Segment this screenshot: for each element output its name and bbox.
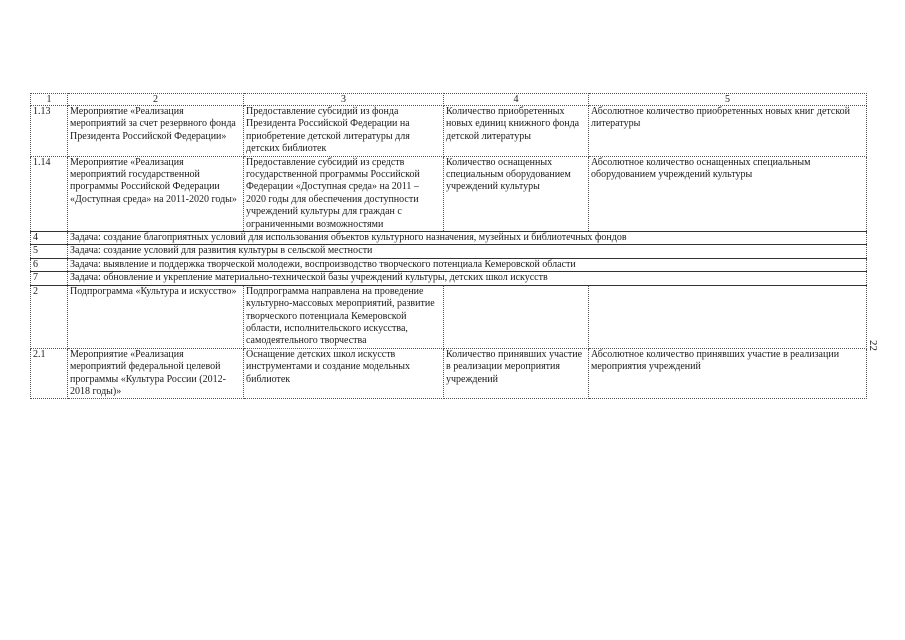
row-number: 6 [31,258,68,271]
indicator-name [444,285,589,348]
measure-description: Предоставление субсидий из фонда Президента Российской Федерации на приобретение детской литературы для детских библиотек [244,106,444,157]
task-text: Задача: обновление и укрепление материально-технической базы учреждений культуры, детских школ искусств [68,272,867,285]
row-number: 4 [31,232,68,245]
header-cell: 5 [589,94,867,106]
measure-name: Мероприятие «Реализация мероприятий за счет резервного фонда Президента Российской Федерации» [68,106,244,157]
header-cell: 2 [68,94,244,106]
indicator-name: Количество оснащенных специальным оборудованием учреждений культуры [444,156,589,231]
table-row [31,106,867,157]
task-row [31,245,867,258]
indicator-name: Количество принявших участие в реализации мероприятия учреждений [444,348,589,399]
row-number: 2.1 [31,348,68,399]
indicators-table [30,93,867,399]
task-text: Задача: создание условий для развития культуры в сельской местности [68,245,867,258]
header-cell: 3 [244,94,444,106]
measure-name: Мероприятие «Реализация мероприятий федеральной целевой программы «Культура России (2012-2018 годы)» [68,348,244,399]
header-row [31,94,867,106]
measure-description: Предоставление субсидий из средств государственной программы Российской Федерации «Доступная среда» на 2011 – 2020 годы для обеспечения доступности учреждений культуры для граждан с ограниченными возможностями [244,156,444,231]
header-cell: 1 [31,94,68,106]
indicator-method: Абсолютное количество оснащенных специальным оборудованием учреждений культуры [589,156,867,231]
table-row [31,156,867,231]
header-cell: 4 [444,94,589,106]
task-text: Задача: создание благоприятных условий для использования объектов культурного назначения, музейных и библиотечных фондов [68,232,867,245]
task-row [31,232,867,245]
row-number: 1.13 [31,106,68,157]
table-row [31,348,867,399]
task-row [31,258,867,271]
row-number: 1.14 [31,156,68,231]
table-row [31,285,867,348]
indicator-method [589,285,867,348]
row-number: 7 [31,272,68,285]
measure-description: Оснащение детских школ искусств инструментами и создание модельных библиотек [244,348,444,399]
task-text: Задача: выявление и поддержка творческой молодежи, воспроизводство творческого потенциала Кемеровской области [68,258,867,271]
indicator-method: Абсолютное количество принявших участие в реализации мероприятия учреждений [589,348,867,399]
page-number: 22 [867,340,879,351]
task-row [31,272,867,285]
row-number: 2 [31,285,68,348]
measure-description: Подпрограмма направлена на проведение культурно-массовых мероприятий, развитие творческого потенциала Кемеровской области, исполнительского искусства, самодеятельного творчества [244,285,444,348]
indicator-method: Абсолютное количество приобретенных новых книг детской литературы [589,106,867,157]
indicator-name: Количество приобретенных новых единиц книжного фонда детской литературы [444,106,589,157]
row-number: 5 [31,245,68,258]
measure-name: Подпрограмма «Культура и искусство» [68,285,244,348]
measure-name: Мероприятие «Реализация мероприятий государственной программы Российской Федерации «Доступная среда» на 2011-2020 годы» [68,156,244,231]
